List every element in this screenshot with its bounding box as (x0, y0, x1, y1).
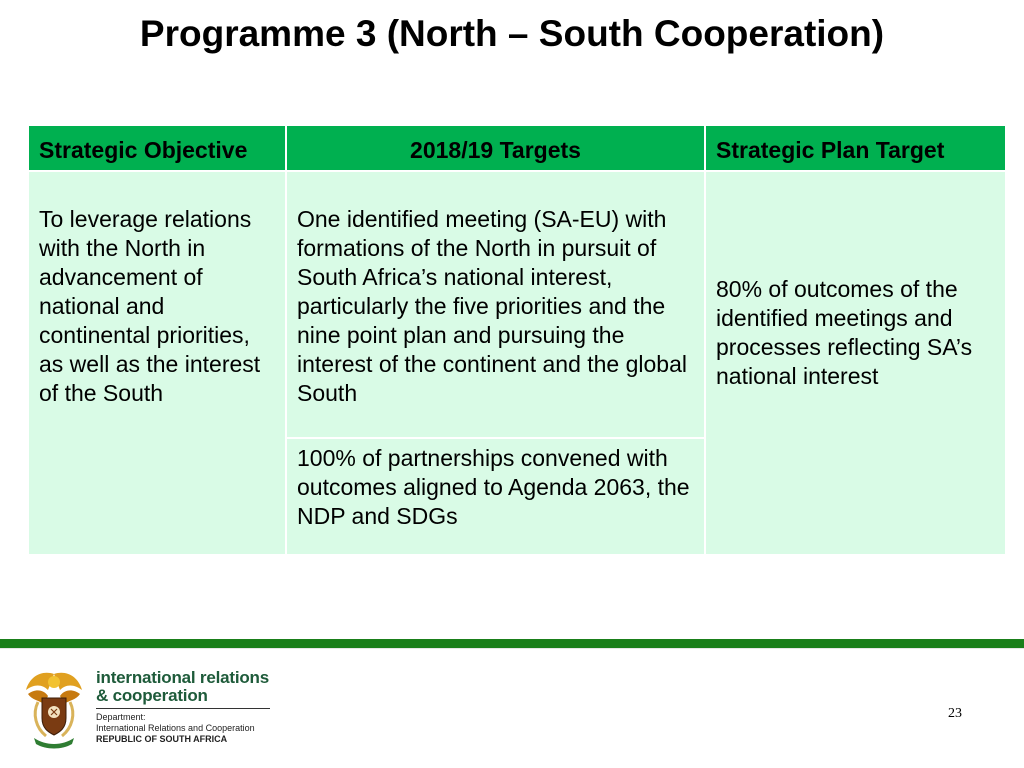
table-row (28, 171, 1006, 438)
target-cell-1: One identified meeting (SA-EU) with formations of the North in pursuit of South Africa’s national interest, particularly the five priorities and the nine point plan and pursuing the interest of the continent and the global South (286, 171, 705, 438)
header-strategic-objective: Strategic Objective (28, 125, 286, 171)
org-rule (96, 708, 270, 709)
dept-label: Department: (96, 712, 146, 722)
org-name-line2: & cooperation (96, 686, 208, 705)
dirco-logo (22, 668, 282, 756)
targets-table (27, 124, 1007, 556)
slide-title: Programme 3 (North – South Cooperation) (139, 13, 885, 54)
footer-divider (0, 648, 1024, 649)
footer-green-bar (0, 639, 1024, 648)
header-targets: 2018/19 Targets (286, 125, 705, 171)
org-name (96, 669, 269, 705)
dept-name: International Relations and Cooperation (96, 723, 255, 733)
country-name: REPUBLIC OF SOUTH AFRICA (96, 734, 228, 744)
table-header-row (28, 125, 1006, 171)
plan-target-cell: 80% of outcomes of the identified meetings and processes reflecting SA’s national interest (705, 171, 1006, 555)
org-name-line1: international relations (96, 668, 269, 687)
header-strategic-plan-target: Strategic Plan Target (705, 125, 1006, 171)
target-cell-2: 100% of partnerships convened with outcomes aligned to Agenda 2063, the NDP and SDGs (286, 438, 705, 555)
page-number: 23 (948, 706, 962, 721)
coat-of-arms-icon (22, 668, 86, 750)
department-text (96, 712, 255, 745)
objective-cell: To leverage relations with the North in advancement of national and continental priorities, as well as the interest of the South (28, 171, 286, 555)
